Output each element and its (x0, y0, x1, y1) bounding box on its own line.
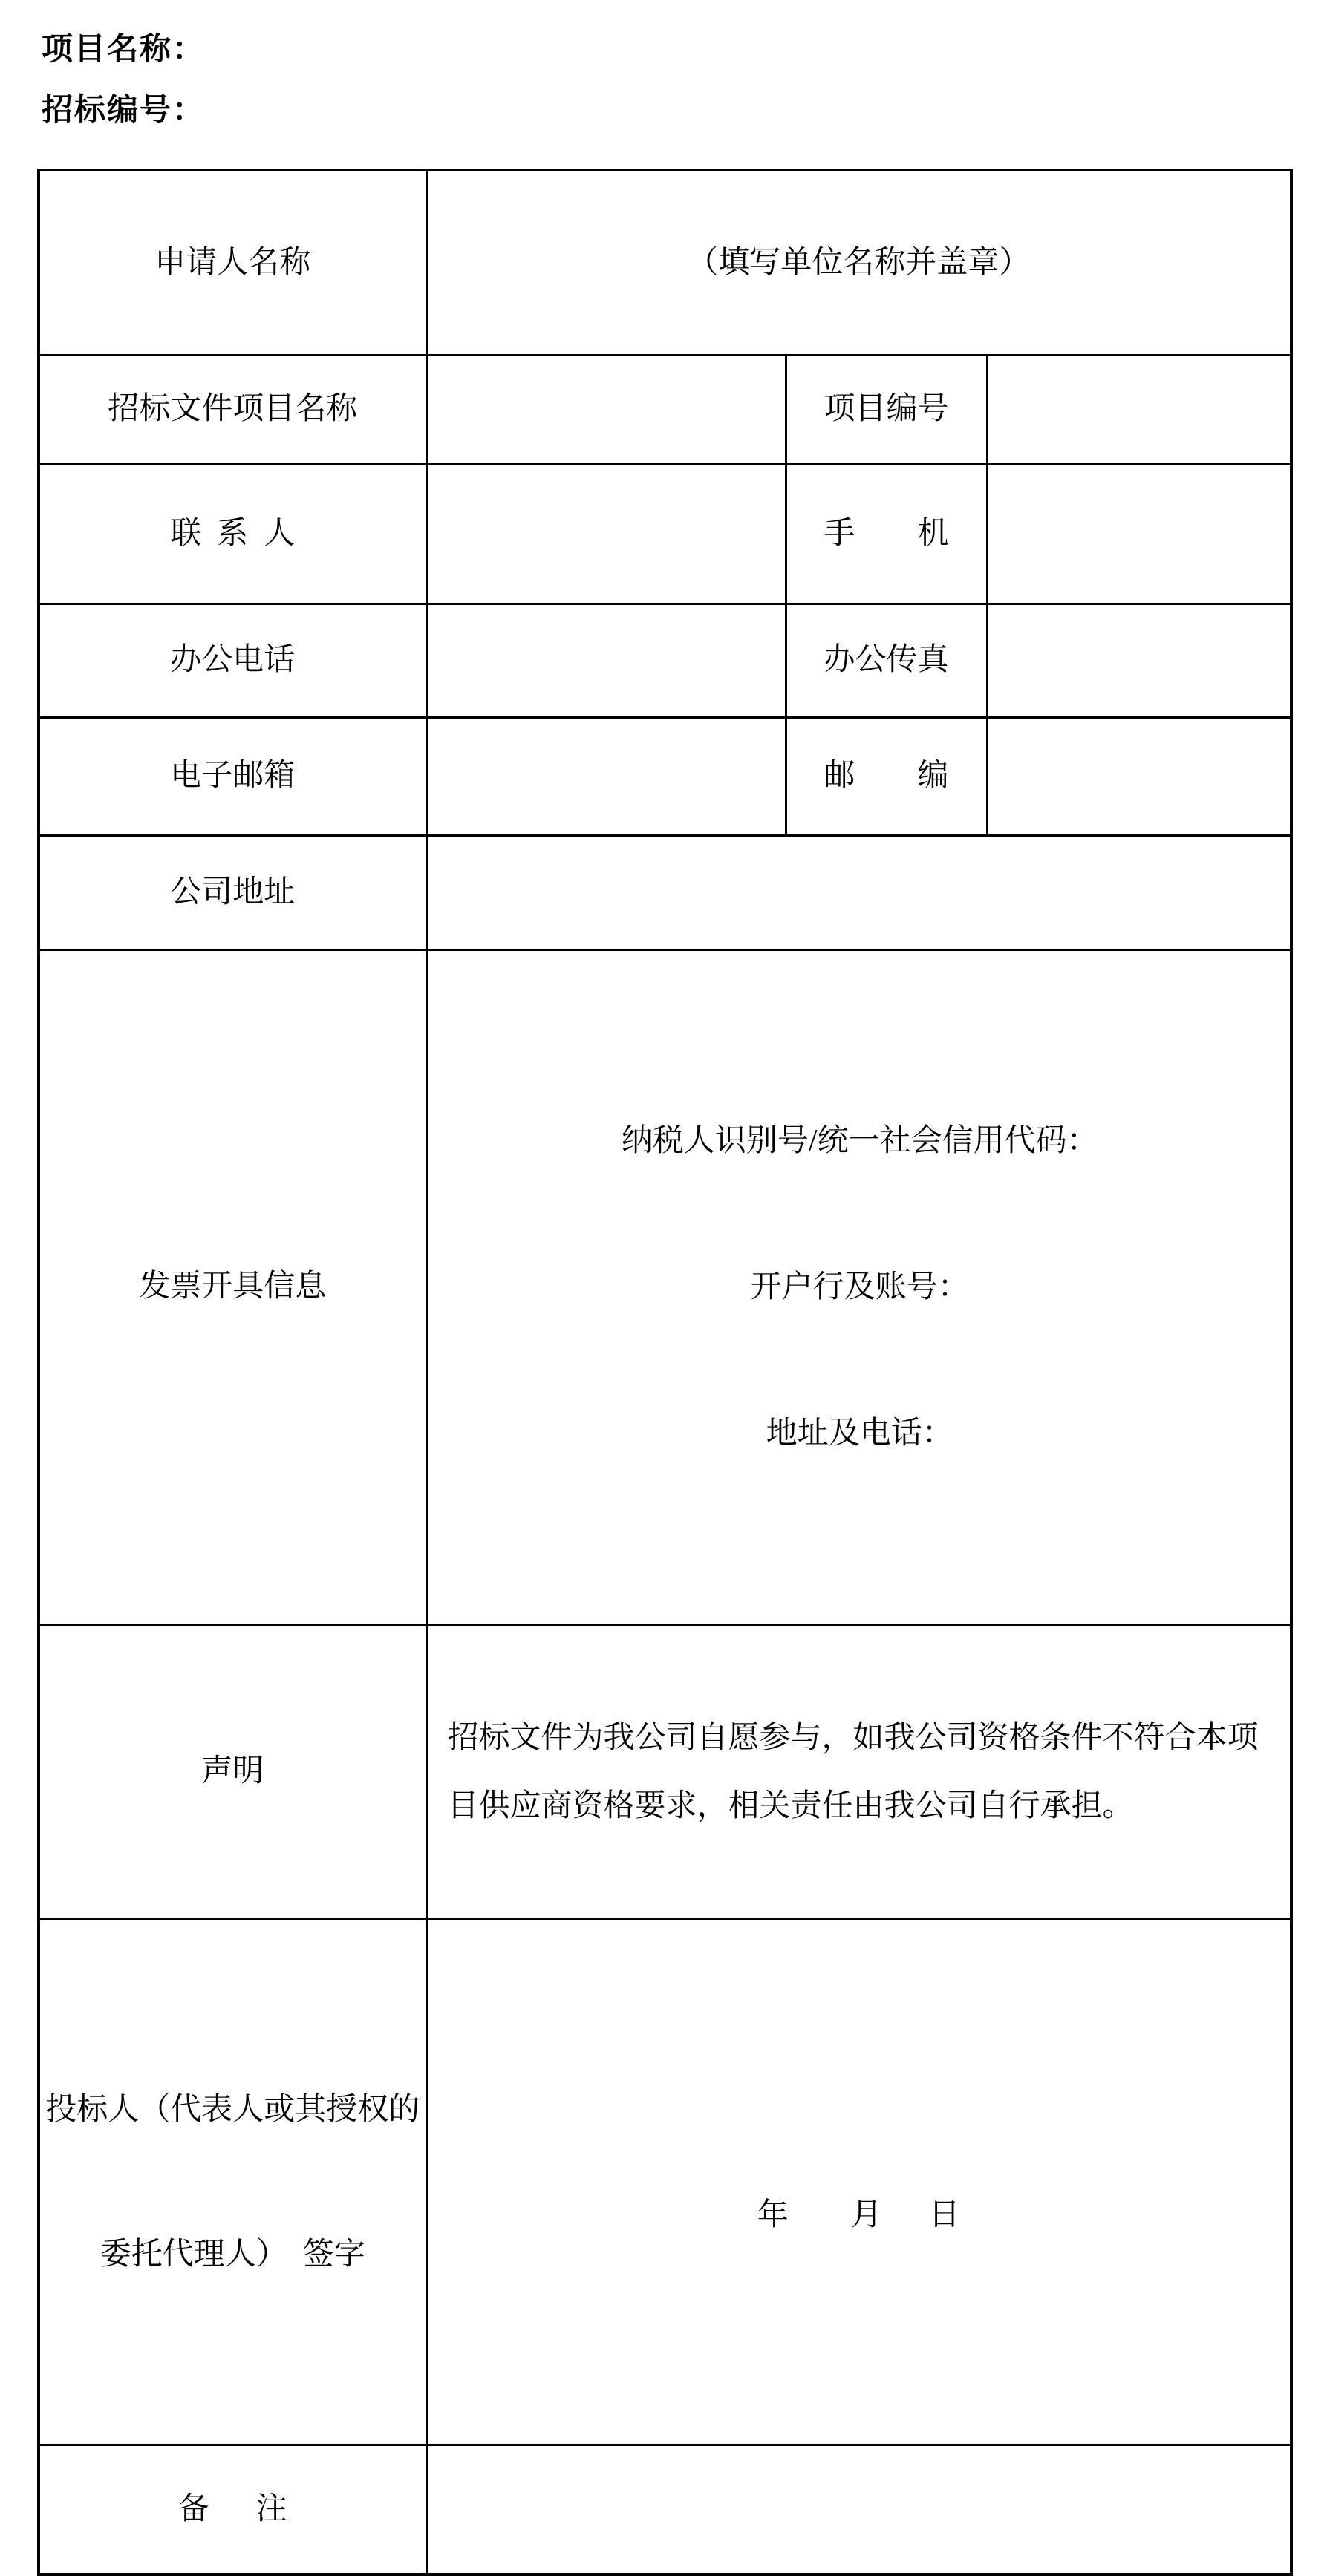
application-form-table (37, 169, 1293, 2576)
tender-doc-project-value-cell (426, 355, 786, 464)
postcode-value-cell (987, 717, 1291, 835)
declaration-label: 声明 (39, 1624, 426, 1919)
email-value-cell (426, 717, 786, 835)
office-phone-row (39, 604, 1291, 717)
project-name-title: 项目名称： (42, 33, 206, 67)
tender-doc-project-label: 招标文件项目名称 (39, 355, 426, 464)
applicant-name-row (39, 170, 1291, 355)
declaration-value-cell (426, 1624, 1291, 1919)
signature-label-line2: 委托代理人） 签字 (100, 2237, 365, 2272)
remarks-row (39, 2445, 1291, 2575)
tender-number-title: 招标编号： (42, 94, 206, 128)
signature-label (40, 1998, 426, 2366)
signature-label-line1: 投标人（代表人或其授权的 (45, 2092, 420, 2127)
mobile-label: 手 机 (786, 464, 987, 604)
postcode-label: 邮 编 (786, 717, 987, 835)
date-placeholder: 年 月 日 (757, 2197, 960, 2232)
email-label: 电子邮箱 (39, 717, 426, 835)
company-address-row (39, 835, 1291, 949)
mobile-value-cell (987, 464, 1291, 604)
remarks-label: 备 注 (39, 2445, 426, 2575)
declaration-text: 招标文件为我公司自愿参与，如我公司资格条件不符合本项目供应商资格要求，相关责任由我公司自行承担。 (447, 1720, 1259, 1823)
invoice-info-value-cell (426, 949, 1291, 1624)
contact-person-label: 联 系 人 (39, 464, 426, 604)
office-phone-label: 办公电话 (39, 604, 426, 717)
invoice-info-label: 发票开具信息 (39, 949, 426, 1624)
project-number-value-cell (987, 355, 1291, 464)
bank-account-line: 开户行及账号： (750, 1269, 969, 1304)
contact-person-row (39, 464, 1291, 604)
signature-label-cell (39, 1919, 426, 2445)
office-fax-label: 办公传真 (786, 604, 987, 717)
project-number-label: 项目编号 (786, 355, 987, 464)
invoice-info-row (39, 949, 1291, 1624)
address-phone-line: 地址及电话： (766, 1416, 953, 1451)
taxpayer-id-line: 纳税人识别号/统一社会信用代码： (621, 1123, 1098, 1158)
applicant-name-label: 申请人名称 (39, 170, 426, 355)
signature-row (39, 1919, 1291, 2445)
contact-person-value-cell (426, 464, 786, 604)
company-address-value-cell (426, 835, 1291, 949)
tender-doc-project-row (39, 355, 1291, 464)
declaration-row (39, 1624, 1291, 1919)
office-phone-value-cell (426, 604, 786, 717)
document-header (0, 0, 1327, 126)
remarks-value-cell (426, 2445, 1291, 2575)
signature-date-cell (426, 1919, 1291, 2445)
email-row (39, 717, 1291, 835)
invoice-info-lines (448, 1029, 1273, 1546)
office-fax-value-cell (987, 604, 1291, 717)
company-address-label: 公司地址 (39, 835, 426, 949)
applicant-name-value-cell: （填写单位名称并盖章） (426, 170, 1291, 355)
